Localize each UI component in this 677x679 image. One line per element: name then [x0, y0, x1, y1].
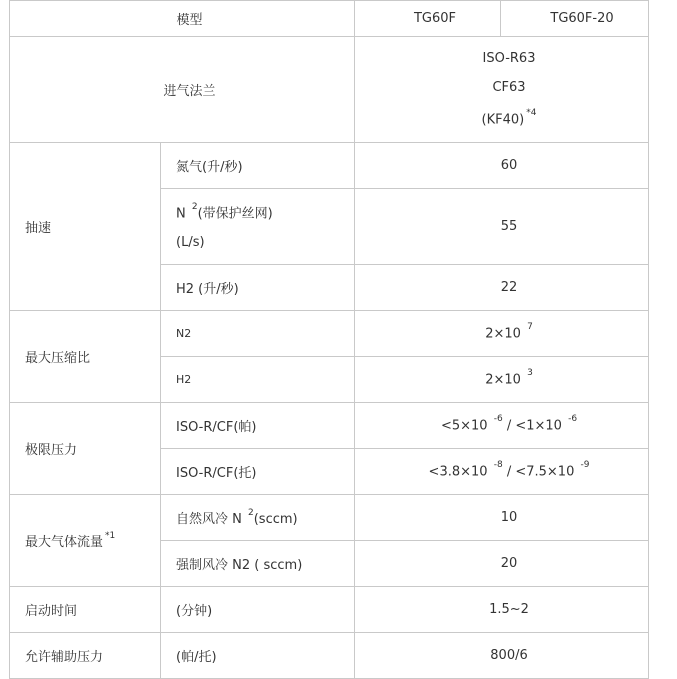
ultimate-pressure-label: 极限压力	[10, 403, 161, 495]
max-gas-flow-label: 最大气体流量 $^{*1}$	[10, 495, 161, 587]
aux-pressure-label: 允许辅助压力	[10, 633, 161, 679]
row-pumping-nitrogen	[10, 143, 649, 189]
forced-cooling-label: 强制风冷 N2 ( sccm)	[161, 541, 355, 587]
inlet-note: *4	[526, 108, 537, 119]
row-ultimate-pa	[10, 403, 649, 449]
compression-h2-value: 2×10 $^3$	[355, 357, 649, 403]
spec-table	[9, 0, 649, 679]
ultimate-torr-value: <3.8×10 $^{-8}$ / <7.5×10 $^{-9}$	[355, 449, 649, 495]
startup-unit: (分钟)	[161, 587, 355, 633]
row-inlet-flange	[10, 37, 649, 143]
startup-value: 1.5~2	[355, 587, 649, 633]
startup-time-label: 启动时间	[10, 587, 161, 633]
ultimate-pa-label: ISO-R/CF(帕)	[161, 403, 355, 449]
inlet-cf: CF63	[492, 80, 526, 96]
aux-pressure-unit: (帕/托)	[161, 633, 355, 679]
natural-cooling-label: 自然风冷 N $^2$(sccm)	[161, 495, 355, 541]
row-aux-pressure	[10, 633, 649, 679]
row-startup	[10, 587, 649, 633]
pumping-speed-label: 抽速	[10, 143, 161, 311]
row-model	[10, 1, 649, 37]
aux-pressure-value: 800/6	[355, 633, 649, 679]
h2-speed-value: 22	[355, 265, 649, 311]
n2-screen-label: N $^2$(带保护丝网) (L/s)	[161, 189, 355, 265]
ultimate-torr-label: ISO-R/CF(托)	[161, 449, 355, 495]
gas-flow-note: *1	[105, 530, 116, 541]
forced-cooling-value: 20	[355, 541, 649, 587]
row-gasflow-natural	[10, 495, 649, 541]
inlet-kf: (KF40) $^{*4}$	[481, 108, 537, 128]
model-tg60f-20: TG60F-20	[501, 1, 649, 37]
inlet-flange-value	[355, 37, 649, 143]
h2-speed-label: H2 (升/秒)	[161, 265, 355, 311]
n2-screen-value: 55	[355, 189, 649, 265]
compression-n2-label: N2	[161, 311, 355, 357]
inlet-flange-label: 进气法兰	[10, 37, 355, 143]
model-label: 模型	[10, 1, 355, 37]
model-tg60f: TG60F	[355, 1, 501, 37]
ultimate-pa-value: <5×10 $^{-6}$ / <1×10 $^{-6}$	[355, 403, 649, 449]
compression-h2-label: H2	[161, 357, 355, 403]
row-compression-n2	[10, 311, 649, 357]
compression-n2-value: 2×10 $^7$	[355, 311, 649, 357]
nitrogen-value: 60	[355, 143, 649, 189]
compression-ratio-label: 最大压缩比	[10, 311, 161, 403]
inlet-iso: ISO-R63	[482, 51, 536, 67]
nitrogen-label: 氮气(升/秒)	[161, 143, 355, 189]
natural-cooling-value: 10	[355, 495, 649, 541]
